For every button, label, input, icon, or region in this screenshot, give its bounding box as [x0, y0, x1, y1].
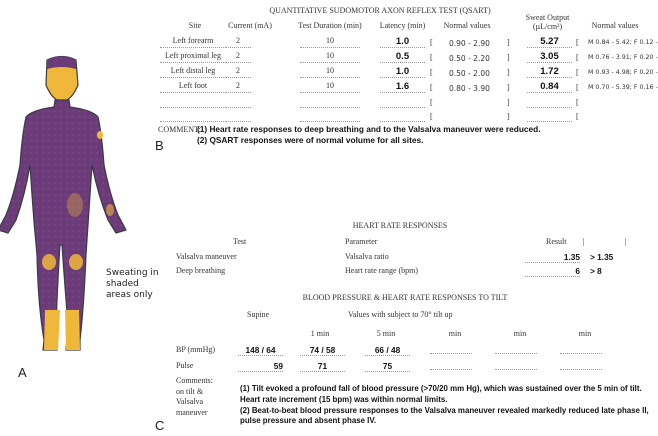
hr-header-result: Result	[546, 237, 567, 246]
tilt-time-4: min	[513, 329, 527, 338]
duration-cell: 10	[300, 51, 360, 63]
duration-cell: 10	[300, 36, 360, 48]
pulse-label: Pulse	[176, 361, 194, 370]
panel-label-a: A	[18, 365, 27, 380]
tilt-comments-label: Comments: on tilt & Valsalva maneuver	[176, 376, 213, 417]
tilt-title: BLOOD PRESSURE & HEART RATE RESPONSES TO TILT	[302, 293, 508, 302]
hr-normal-deep-breathing: > 8	[590, 266, 602, 276]
hr-header-parameter: Parameter	[345, 237, 378, 246]
site-cell: Left distal leg	[160, 66, 226, 78]
tilt-time-2: 5 min	[376, 329, 396, 338]
hr-title: HEART RATE RESPONSES	[352, 221, 448, 230]
duration-cell: 10	[300, 81, 360, 93]
latency-normal: 0.90 - 2.90	[449, 39, 490, 48]
hr-result-deep-breathing: 6	[525, 266, 580, 277]
latency-cell	[380, 96, 425, 108]
comment-label: COMMENT:	[158, 125, 201, 134]
panel-label-b: B	[155, 138, 164, 153]
header-current: Current (mA)	[228, 21, 272, 30]
sweat-cell	[527, 110, 572, 122]
sweat-cell	[527, 96, 572, 108]
current-cell: 2	[225, 36, 251, 48]
sweat-normal: M 0.76 - 3.91; F 0.20 -	[588, 54, 658, 61]
tilt-time-5: min	[578, 329, 592, 338]
site-cell: Left foot	[160, 81, 226, 93]
header-normal-sweat: Normal values	[591, 21, 639, 30]
tilt-values-header: Values with subject to 70° tilt up	[348, 310, 453, 319]
tilt-time-3: min	[448, 329, 462, 338]
latency-cell	[380, 110, 425, 122]
sweat-normal: M 0.84 - 5.42; F 0.12 -	[588, 39, 658, 46]
latency-cell: 1.0	[380, 66, 425, 78]
sweat-normal: M 0.93 - 4.98; F 0.20 -	[588, 69, 658, 76]
tilt-time-1: 1 min	[310, 329, 330, 338]
current-cell	[225, 96, 251, 108]
hr-header-test: Test	[233, 237, 247, 246]
pulse-supine: 59	[238, 361, 283, 372]
bp-supine: 148 / 64	[238, 345, 283, 356]
hr-result-valsalva: 1.35	[525, 252, 580, 263]
latency-cell: 1.6	[380, 81, 425, 93]
hr-test-deep-breathing: Deep breathing	[176, 266, 226, 275]
latency-normal: 0.50 - 2.00	[449, 69, 490, 78]
header-sweat: Sweat Output (µL/cm²)	[525, 13, 570, 31]
qsart-comment-2: (2) QSART responses were of normal volume for all sites.	[197, 135, 424, 145]
header-normal-latency: Normal values	[443, 21, 491, 30]
duration-cell	[300, 96, 360, 108]
site-cell: Left proximal leg	[160, 51, 226, 63]
figure-caption: Sweating in shaded areas only	[106, 268, 159, 300]
current-cell: 2	[225, 81, 251, 93]
latency-cell: 1.0	[380, 36, 425, 48]
current-cell: 2	[225, 66, 251, 78]
body-sweat-map	[0, 55, 150, 365]
latency-normal: 0.80 - 3.90	[449, 84, 490, 93]
pulse-1min: 71	[300, 361, 345, 372]
bp-label: BP (mmHg)	[176, 345, 216, 354]
bp-5min: 66 / 48	[365, 345, 410, 356]
site-cell	[160, 96, 226, 108]
sweat-cell: 1.72	[527, 66, 572, 78]
sweat-cell: 0.84	[527, 81, 572, 93]
site-cell	[160, 110, 226, 122]
hr-test-valsalva: Valsalva maneuver	[176, 252, 237, 261]
pulse-5min: 75	[365, 361, 410, 372]
tilt-supine-header: Supine	[247, 310, 270, 319]
duration-cell: 10	[300, 66, 360, 78]
sweat-cell: 5.27	[527, 36, 572, 48]
bp-1min: 74 / 58	[300, 345, 345, 356]
latency-normal: 0.50 - 2.20	[449, 54, 490, 63]
panel-label-c: C	[155, 418, 165, 433]
header-latency: Latency (min)	[379, 21, 426, 30]
tilt-comments: (1) Tilt evoked a profound fall of blood pressure (>70/20 mm Hg), which was sustained over the 5 min of tilt. Heart rate increment (15 bpm) was within normal limits. (2) Beat-to-beat blood pressure responses to the Valsalva maneuver revealed markedly reduced late phase II, pulse pressure and absent phase IV.	[240, 384, 649, 426]
current-cell: 2	[225, 51, 251, 63]
sweat-normal: M 0.70 - 5.39; F 0.16 -	[588, 84, 658, 91]
site-cell: Left forearm	[160, 36, 226, 48]
header-site: Site	[188, 21, 202, 30]
qsart-title: QUANTITATIVE SUDOMOTOR AXON REFLEX TEST (QSART)	[269, 6, 491, 15]
sweat-cell: 3.05	[527, 51, 572, 63]
hr-normal-valsalva: > 1.35	[590, 252, 614, 262]
duration-cell	[300, 110, 360, 122]
current-cell	[225, 110, 251, 122]
autonomic-report-figure: Sweating in shaded areas only A QUANTITATIVE SUDOMOTOR AXON REFLEX TEST (QSART) Site Current (mA) Test Duration (min) Latency (min) Normal values Sweat Output (µL/cm²) Normal values Left forearm 2 10 1.0 [ 0.90 - 2.90 ] 5.27 [ M 0.84 - 5.42; F 0.12 - Left proximal leg 2 10 0.5 [ 0.50 - 2.20 ] 3.05 [ M 0.76 - 3.91; F 0.20 - Left distal leg 2 10 1.0 [ 0.50 - 2.00 ] 1.72 [ M 0.93 - 4.98; F 0.20 - Left foot 2 10 1.6 [ 0.80 - 3.90 ] 0.84 [ M 0.70 - 5.39; F 0.16 - [ ] [ [ ] [ COMMENT: (1) Heart rate responses to deep breathing and to the Valsalva maneuver were reduced. (2) QSART responses were of normal volume for all sites. B HEART RATE RESPONSES Test Parameter Result | | Valsalva maneuver Valsalva ratio 1.35 > 1.35 Deep breathing Heart rate range (bpm) 6 > 8 BLOOD PRESSURE & HEART RATE RESPONSES TO TILT Supine Values with subject to 70° tilt up 1 min 5 min min min min BP (mmHg) Pulse 148 / 64 74 / 58 66 / 48 59 71 75 Comments: on tilt & Valsalva maneuver (1) Tilt evoked a profound fall of blood pressure (>70/20 mm Hg), which was sustained over the 5 min of tilt. Heart rate increment (15 bpm) was within normal limits. (2) Beat-to-beat blood pressure responses to the Valsalva maneuver revealed markedly reduced late phase II, pulse pressure and absent phase IV. C	[0, 0, 650, 436]
hr-param-valsalva: Valsalva ratio	[345, 252, 389, 261]
qsart-comment-1: (1) Heart rate responses to deep breathing and to the Valsalva maneuver were reduced.	[197, 124, 541, 134]
latency-cell: 0.5	[380, 51, 425, 63]
hr-param-deep-breathing: Heart rate range (bpm)	[345, 266, 419, 275]
header-duration: Test Duration (min)	[298, 21, 362, 30]
